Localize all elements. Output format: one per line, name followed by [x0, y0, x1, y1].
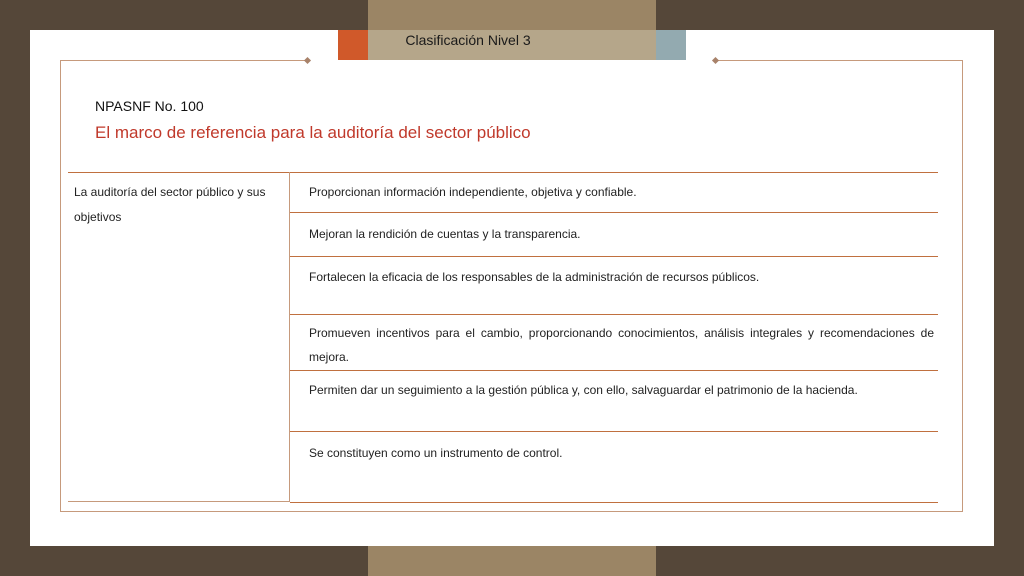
- row-divider: [290, 370, 938, 371]
- objective-row-3: Fortalecen la eficacia de los responsables de la administración de recursos públicos.: [309, 270, 760, 284]
- row-divider: [290, 431, 938, 432]
- top-band: [368, 0, 656, 30]
- row-divider: [290, 256, 938, 257]
- objective-row-5: Permiten dar un seguimiento a la gestión pública y, con ello, salvaguardar el patrimonio de la hacienda.: [309, 383, 858, 397]
- bottom-band: [368, 546, 656, 576]
- frame-top-right-line: [716, 60, 963, 61]
- row-divider: [290, 314, 938, 315]
- accent-orange-tab: [338, 30, 368, 60]
- row-divider: [290, 502, 938, 503]
- frame-top-left-line: [60, 60, 308, 61]
- standard-code: NPASNF No. 100: [95, 98, 204, 114]
- objective-row-4: Promueven incentivos para el cambio, proporcionando conocimientos, análisis integrales y recomendaciones de mejora.: [309, 326, 934, 364]
- objective-row-6: Se constituyen como un instrumento de control.: [309, 446, 563, 460]
- accent-teal-tab: [656, 30, 686, 60]
- slide-title: El marco de referencia para la auditoría del sector público: [95, 123, 531, 142]
- classification-label: Clasificación Nivel 3: [405, 32, 531, 48]
- objective-row-2: Mejoran la rendición de cuentas y la transparencia.: [309, 227, 581, 241]
- table-left-label: La auditoría del sector público y sus objetivos: [74, 185, 266, 224]
- row-divider: [290, 212, 938, 213]
- objective-row-1: Proporcionan información independiente, objetiva y confiable.: [309, 185, 637, 199]
